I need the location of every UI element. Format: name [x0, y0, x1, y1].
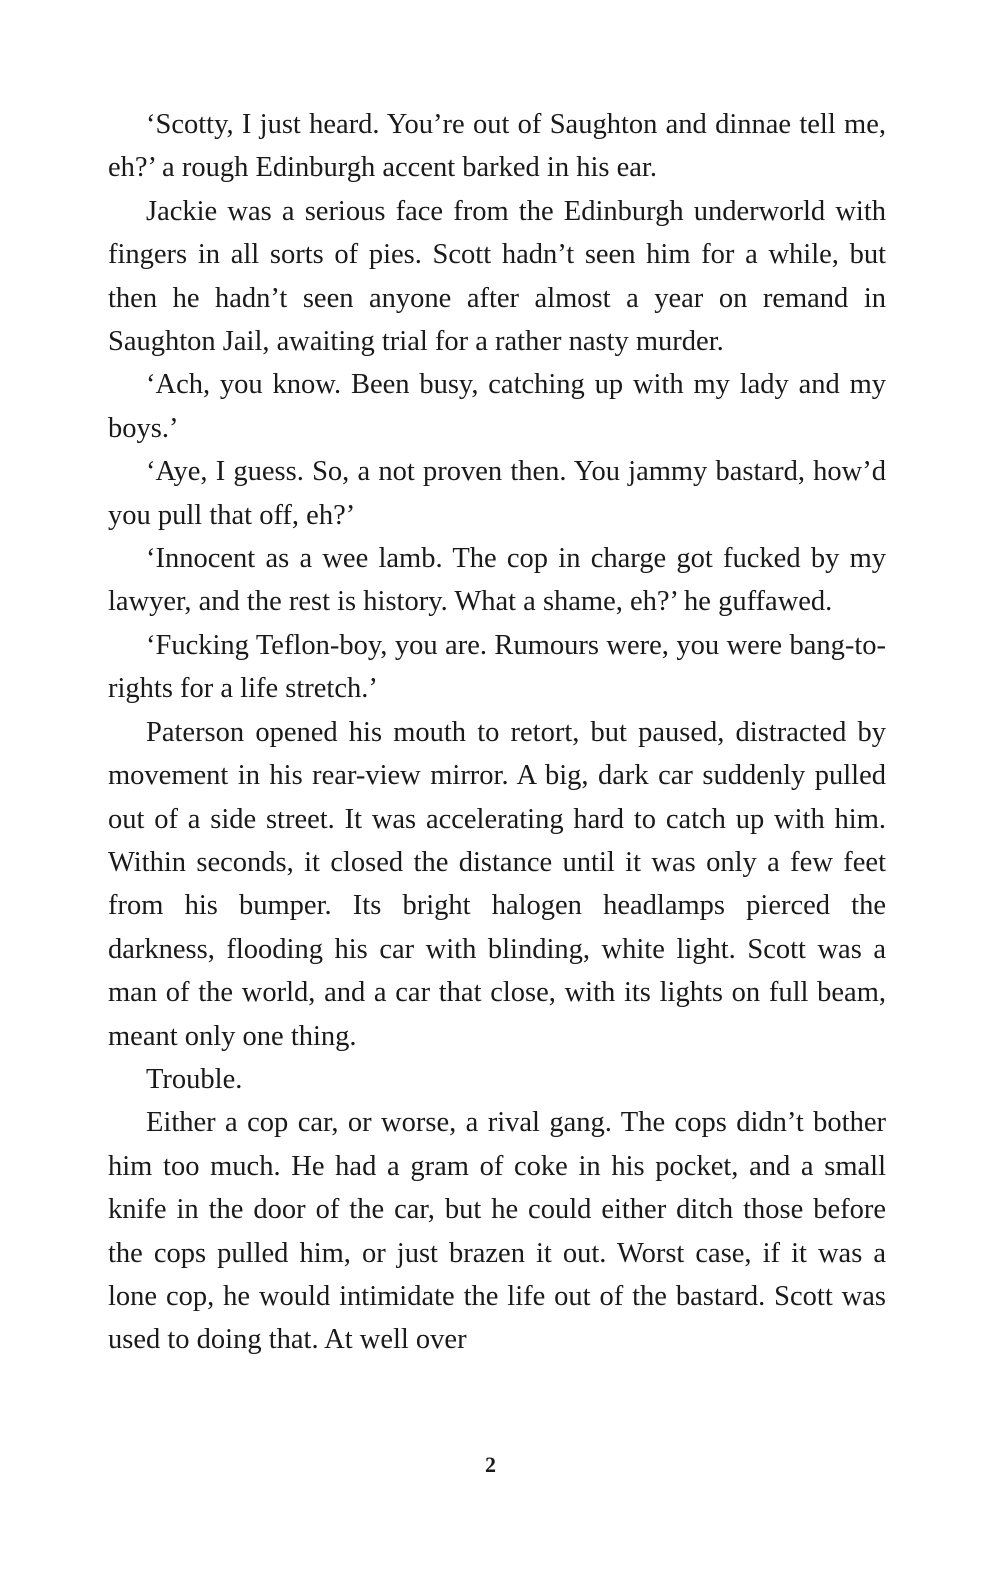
paragraph: ‘Innocent as a wee lamb. The cop in charge got fucked by my lawyer, and the rest is history. What a shame, eh?’ he guffawed. [108, 543, 886, 618]
paragraph: Either a cop car, or worse, a rival gang. The cops didn’t bother him too much. He had a gram of coke in his pocket, and a small knife in the door of the car, but he could either ditch those before the cops pulled him, or just brazen it out. Worst case, if it was a lone cop, he would intimidate the life out of the bastard. Scott was used to doing that. At well over [108, 1107, 886, 1356]
paragraph: ‘Ach, you know. Been busy, catching up with my lady and my boys.’ [108, 369, 886, 444]
body-text [108, 103, 886, 1362]
paragraph: ‘Aye, I guess. So, a not proven then. You jammy bastard, how’d you pull that off, eh?’ [108, 456, 886, 531]
paragraph: Paterson opened his mouth to retort, but paused, distracted by movement in his rear-view mirror. A big, dark car suddenly pulled out of a side street. It was accelerating hard to catch up with him. Within seconds, it closed the distance until it was only a few feet from his bumper. Its bright halogen headlamps pierced the darkness, flooding his car with blinding, white light. Scott was a man of the world, and a car that close, with its lights on full beam, meant only one thing. [108, 716, 886, 1052]
paragraph: ‘Scotty, I just heard. You’re out of Saughton and dinnae tell me, eh?’ a rough Edinburgh accent barked in his ear. [108, 109, 886, 184]
paragraph: ‘Fucking Teflon-boy, you are. Rumours were, you were bang-to-rights for a life stretch.’ [108, 629, 886, 705]
paragraph: Trouble. [146, 1063, 243, 1095]
page-number: 2 [485, 1452, 496, 1477]
paragraph: Jackie was a serious face from the Edinburgh underworld with fingers in all sorts of pies. Scott hadn’t seen him for a while, but then he hadn’t seen anyone after almost a year on remand in Saughton Jail, awaiting trial for a rather nasty murder. [108, 195, 886, 358]
